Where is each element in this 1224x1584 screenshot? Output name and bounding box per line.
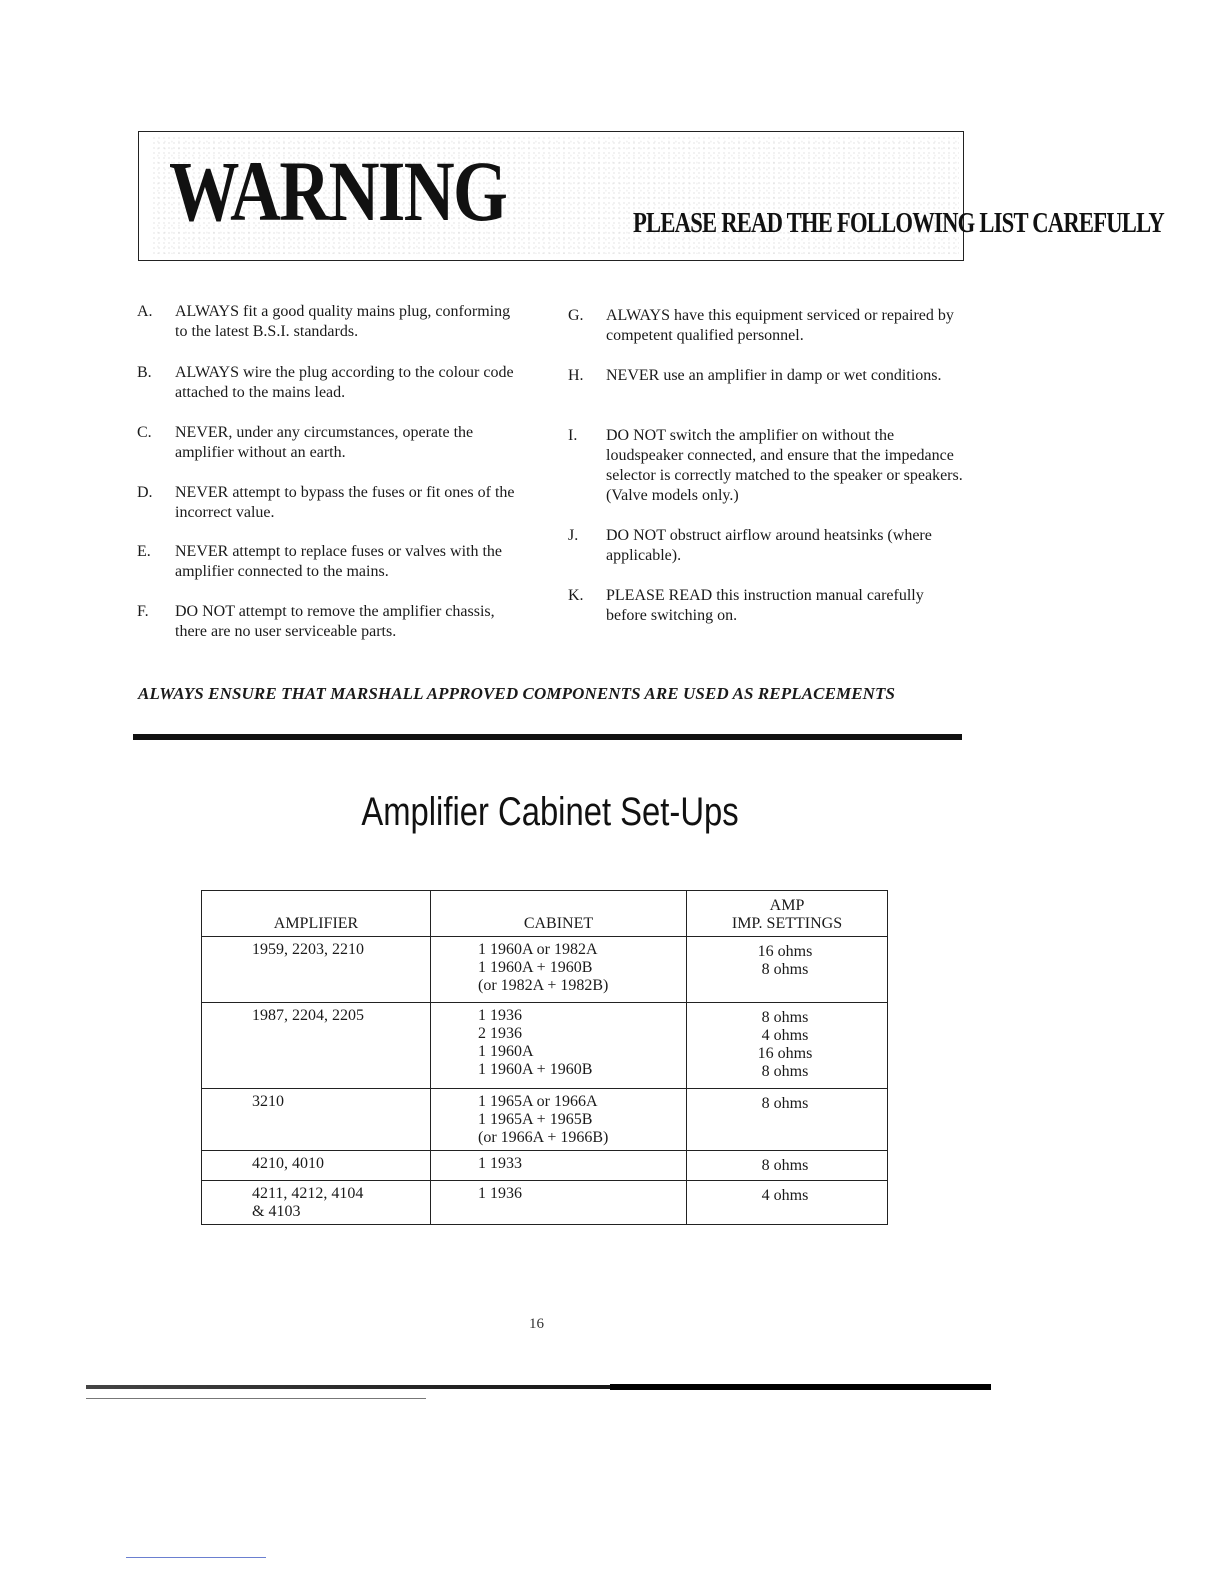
warning-letter: E. [137, 543, 151, 560]
warning-letter: K. [568, 587, 584, 604]
warning-text: DO NOT attempt to remove the amplifier chassis, there are no user serviceable parts. [175, 603, 495, 640]
warning-subtitle: PLEASE READ THE FOLLOWING LIST CAREFULLY [633, 207, 1164, 239]
amplifier-cell: 4211, 4212, 4104 & 4103 [202, 1181, 431, 1225]
replacement-note: ALWAYS ENSURE THAT MARSHALL APPROVED COMPONENTS ARE USED AS REPLACEMENTS [138, 684, 896, 703]
page-number: 16 [529, 1316, 544, 1332]
table-row [202, 1089, 888, 1151]
amplifier-cell: 4210, 4010 [202, 1151, 431, 1181]
section-divider [133, 734, 962, 740]
warning-letter: G. [568, 307, 584, 324]
warning-banner-texture [153, 136, 1164, 254]
settings-cell: 4 ohms [687, 1181, 888, 1225]
header-cabinet: CABINET [431, 891, 687, 937]
cabinet-cell: 1 1936 2 1936 1 1960A 1 1960A + 1960B [431, 1003, 687, 1089]
warning-letter: B. [137, 364, 152, 381]
header-amplifier: AMPLIFIER [202, 891, 431, 937]
warning-text: NEVER attempt to replace fuses or valves with the amplifier connected to the mains. [175, 543, 503, 580]
table-row [202, 1181, 888, 1225]
footer-rule-thin [86, 1398, 426, 1399]
warning-text: ALWAYS fit a good quality mains plug, conforming to the latest B.S.I. standards. [175, 303, 511, 340]
warning-text: DO NOT obstruct airflow around heatsinks (where applicable). [606, 527, 932, 564]
footnote-separator [126, 1557, 266, 1558]
section-title: Amplifier Cabinet Set-Ups [361, 790, 739, 834]
footer-rule-heavy [610, 1384, 991, 1390]
cabinet-setup-table [201, 890, 888, 1225]
amplifier-cell: 3210 [202, 1089, 431, 1151]
settings-cell: 8 ohms [687, 1089, 888, 1151]
table-row [202, 1151, 888, 1181]
warning-text: NEVER attempt to bypass the fuses or fit ones of the incorrect value. [175, 484, 515, 521]
warning-letter: J. [568, 527, 579, 544]
warning-text: NEVER, under any circumstances, operate the amplifier without an earth. [175, 424, 474, 461]
warning-letter: A. [137, 303, 153, 320]
cabinet-cell: 1 1936 [431, 1181, 687, 1225]
warning-letter: I. [568, 427, 578, 444]
warning-letter: F. [137, 603, 149, 620]
cabinet-cell: 1 1933 [431, 1151, 687, 1181]
warning-text: ALWAYS have this equipment serviced or repaired by competent qualified personnel. [606, 307, 954, 344]
header-amp-imp-settings: AMP IMP. SETTINGS [687, 891, 888, 937]
warning-text: PLEASE READ this instruction manual carefully before switching on. [606, 587, 924, 624]
cabinet-cell: 1 1960A or 1982A 1 1960A + 1960B (or 1982A + 1982B) [431, 937, 687, 1003]
settings-cell: 8 ohms 4 ohms 16 ohms 8 ohms [687, 1003, 888, 1089]
warning-banner [138, 131, 1164, 261]
cabinet-cell: 1 1965A or 1966A 1 1965A + 1965B (or 1966A + 1966B) [431, 1089, 687, 1151]
table-header-row [202, 891, 888, 937]
amplifier-cell: 1987, 2204, 2205 [202, 1003, 431, 1089]
table-row [202, 937, 888, 1003]
warning-text: NEVER use an amplifier in damp or wet conditions. [606, 367, 942, 384]
warning-title: WARNING [169, 143, 507, 239]
warning-letter: C. [137, 424, 152, 441]
warning-letter: D. [137, 484, 153, 501]
warning-letter: H. [568, 367, 584, 384]
amplifier-cell: 1959, 2203, 2210 [202, 937, 431, 1003]
settings-cell: 16 ohms 8 ohms [687, 937, 888, 1003]
warning-text: ALWAYS wire the plug according to the colour code attached to the mains lead. [175, 364, 514, 401]
warning-text: DO NOT switch the amplifier on without the loudspeaker connected, and ensure that the impedance selector is correctly matched to the speaker or speakers. (Valve models only.) [606, 427, 963, 504]
table-row [202, 1003, 888, 1089]
settings-cell: 8 ohms [687, 1151, 888, 1181]
